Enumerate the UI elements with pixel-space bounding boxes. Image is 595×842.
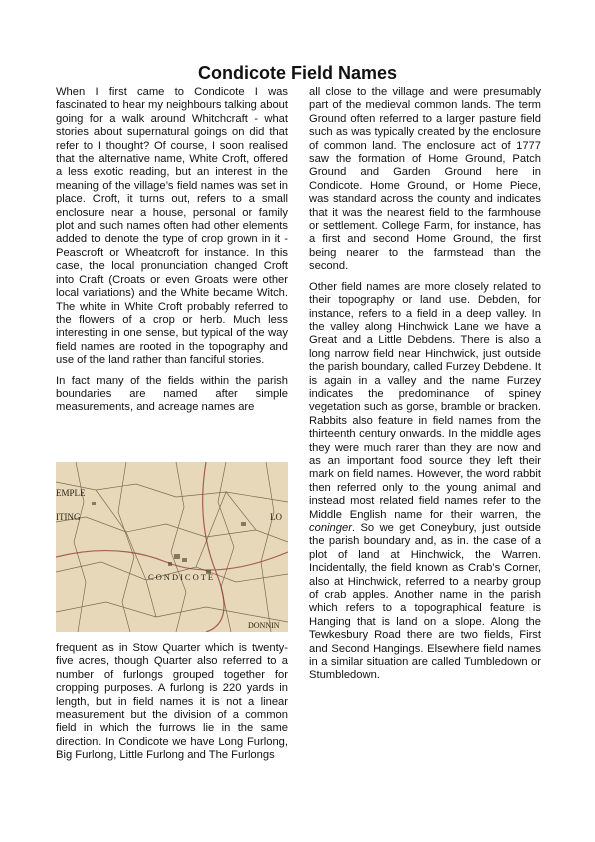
coninger-italic: coninger <box>309 522 352 534</box>
page-title: Condicote Field Names <box>197 63 398 83</box>
left-column-top <box>56 86 288 422</box>
map-drawing <box>56 462 288 632</box>
right-paragraph-2-end: . So we get Coneybury, just outside the parish boundary and, as in. the case of a plot of land at Hinchwick, the Warren. Incidentally, the field known as Crab’s Corner, also at Hinchwick, referred to a nearby group of crab apples. Another name in the parish which refers to a topographical feature is Hanging that is land on a slope. Along the Tewkesbury Road there are two fields, First and Second Hangings. Elsewhere field names in a similar situation are called Tumbledown or Stumbledown. <box>309 522 541 682</box>
left-column-bottom <box>56 642 288 770</box>
left-paragraph-2: In fact many of the fields within the parish boundaries are named after simple measurements, and acreage names are <box>56 374 288 414</box>
map-label-condicote: CONDICOTE <box>148 572 216 582</box>
right-paragraph-1: all close to the village and were presumably part of the medieval common lands. The term Ground often referred to a larger pasture field such as was typically created by the enclosure of common land. The enclosure act of 1777 saw the formation of Home Ground, Patch Ground and Garden Ground here in Condicote. Home Ground, or Home Piece, was standard across the county and indicates that it was the nearest field to the farmhouse or settlement. College Farm, for instance, has a first and second Home Ground, the first being nearer to the farmstead than the second. <box>309 86 541 273</box>
right-paragraph-2-start: Other field names are more closely related to their topography or land use. Debden, for instance, refers to a field in a deep valley. In the valley along Hinchwick Lane we have a Great and a Little Debdens. There is also a long narrow field near Hinchwick, just outside the parish boundary, called Furzey Debdene. It is again in a valley and the name Furzey indicates the predominance of spiney vegetation such as gorse, bramble or bracken. Rabbits also feature in field names from the thirteenth century onwards. In the middle ages they were much rarer than they are now and as an important food source they left their mark on field names. However, the word rabbit then referred only to the young animal and instead most related field names refer to the Middle English name for their warren, the <box>309 280 541 521</box>
historic-map-image <box>56 462 288 632</box>
right-paragraph-2 <box>309 281 541 683</box>
right-column <box>309 86 541 690</box>
map-label-emple: EMPLE <box>56 488 86 498</box>
map-label-donnin: DONNIN <box>248 621 280 630</box>
left-paragraph-3: frequent as in Stow Quarter which is twenty-five acres, though Quarter also referred to a number of furlongs grouped together for cropping purposes. A furlong is 220 yards in length, but in field names it is not a linear measurement but the division of a common field in which the furrows lie in the same direction. In Condicote we have Long Furlong, Big Furlong, Little Furlong and The Furlongs <box>56 642 288 762</box>
map-label-iting: ITING <box>56 512 81 522</box>
left-paragraph-1: When I first came to Condicote I was fascinated to hear my neighbours talking about going for a walk around Whitchcraft - what stories about supernatural goings on did that refer to I thought? Of course, I soon realised that the alternative name, White Croft, offered a less exotic reading, but an interest in the meaning of the village’s field names was set in place. Croft, it turns out, refers to a small enclosure near a house, personal or family plot and such names often had other elements added to denote the type of crop grown in it - Peascroft or Wheatcroft for instance. In this case, the local pronunciation changed Croft into Craft (Croats or even Groats were other local variations) and the White became Witch. The white in White Croft probably referred to the flowers of a crop or herb. Much less interesting in one sense, but typical of the way field names are rooted in the topography and use of the land rather than fanciful stories. <box>56 86 288 367</box>
map-label-lo: LO <box>270 512 282 522</box>
